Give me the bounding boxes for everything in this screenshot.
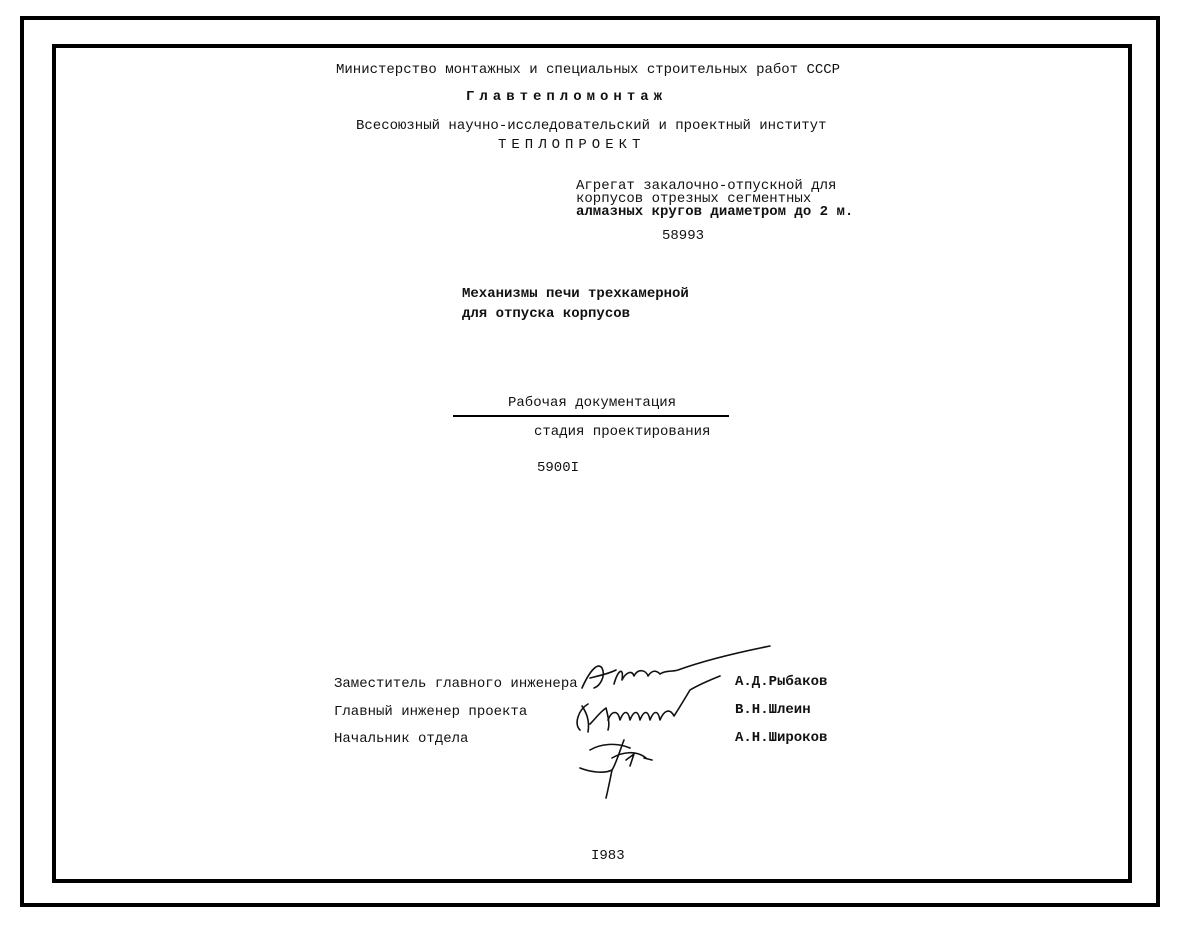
institute-name: ТЕПЛОПРОЕКТ bbox=[498, 137, 646, 153]
institute-heading: Всесоюзный научно-исследовательский и проектный институт bbox=[356, 118, 827, 134]
signatory-position: Заместитель главного инженера bbox=[334, 676, 578, 692]
design-stage: стадия проектирования bbox=[534, 424, 711, 440]
trust-heading: Главтепломонтаж bbox=[466, 89, 668, 105]
signatory-name: А.Д.Рыбаков bbox=[735, 674, 828, 690]
signatory-position: Главный инженер проекта bbox=[334, 704, 528, 720]
year: I983 bbox=[591, 848, 625, 864]
signatory-position: Начальник отдела bbox=[334, 731, 469, 747]
document-title-line-2: для отпуска корпусов bbox=[462, 306, 631, 322]
aggregate-line-1: Агрегат закалочно-отпускной для bbox=[576, 178, 837, 194]
signatory-name: В.Н.Шлеин bbox=[735, 702, 811, 718]
signatory-name: А.Н.Широков bbox=[735, 730, 828, 746]
documentation-type: Рабочая документация bbox=[508, 395, 677, 411]
document-number: 5900I bbox=[537, 460, 580, 476]
handwritten-signatures bbox=[560, 640, 780, 810]
document-title-line-1: Механизмы печи трехкамерной bbox=[462, 286, 689, 302]
ministry-heading: Министерство монтажных и специальных строительных работ СССР bbox=[336, 62, 841, 78]
aggregate-code: 58993 bbox=[662, 228, 705, 244]
aggregate-line-3: алмазных кругов диаметром до 2 м. bbox=[576, 204, 854, 220]
aggregate-line-2: корпусов отрезных сегментных bbox=[576, 191, 812, 207]
underline-rule bbox=[453, 415, 729, 417]
